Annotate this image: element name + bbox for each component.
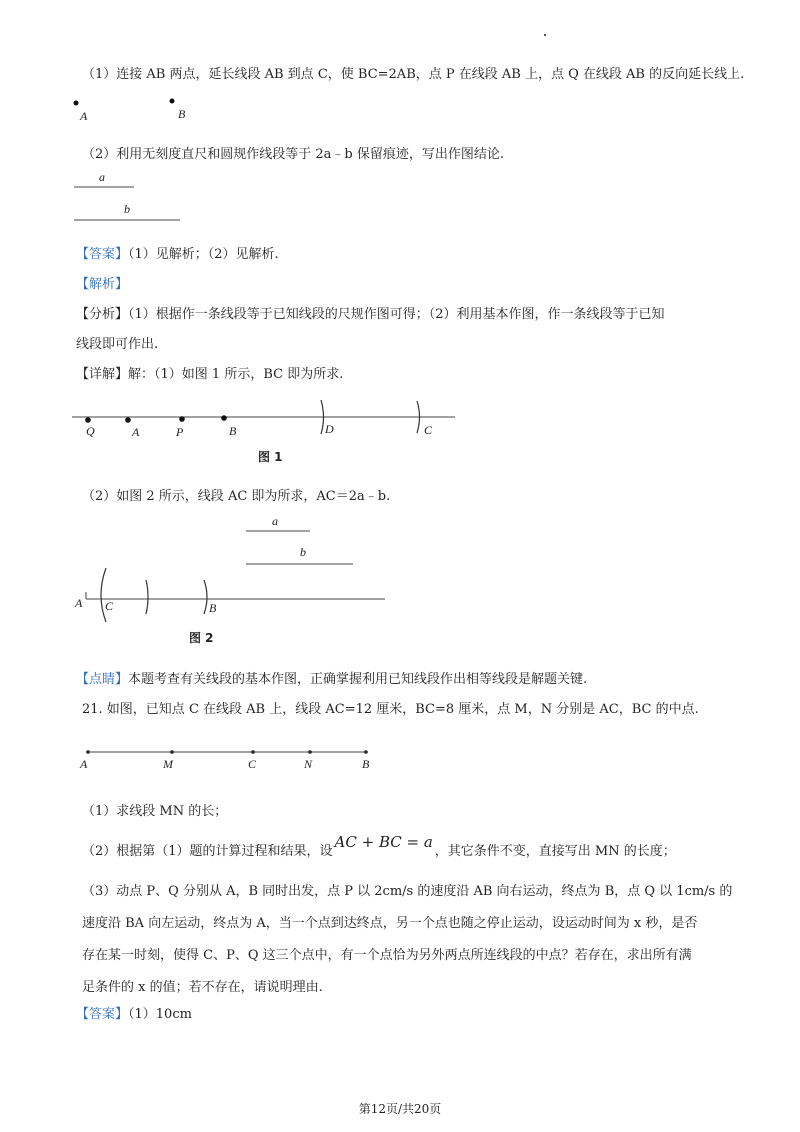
fig2-label-b: b — [300, 545, 306, 559]
point-a-label: A — [80, 109, 88, 123]
q21-stem: 21. 如图，已知点 C 在线段 AB 上，线段 AC=12 厘米，BC=8 厘米，点 M，N 分别是 AC，BC 的中点. — [82, 702, 699, 717]
q21-part3-3: 存在某一时刻，使得 C、P、Q 这三个点中，有一个点恰为另外两点所连线段的中点？若存在，求出所有满 — [82, 948, 692, 963]
fig1-label-d: D — [325, 422, 334, 436]
q21-answer — [76, 1003, 192, 1022]
q21-part1: （1）求线段 MN 的长； — [82, 804, 228, 819]
fenxi-text-1: （1）根据作一条线段等于已知线段的尺规作图可得；（2）利用基本作图，作一条线段等于已知 — [128, 307, 665, 322]
q21-part3-1: （3）动点 P、Q 分别从 A，B 同时出发，点 P 以 2cm/s 的速度沿 AB 向右运动，终点为 B，点 Q 以 1cm/s 的 — [82, 884, 733, 899]
q21-answer-tag: 【答案】 — [76, 1007, 129, 1022]
q21-part2-a: （2）根据第（1）题的计算过程和结果，设 — [82, 844, 333, 859]
fig1-label-p: P — [176, 425, 184, 439]
q21-formula: AC + BC = a — [334, 833, 433, 851]
q21-point-a — [86, 750, 90, 754]
fig1-label-c: C — [424, 423, 433, 437]
fig1-label-q: Q — [86, 424, 95, 438]
fig2-label-point-a: A — [75, 596, 83, 610]
segment-b-label: b — [124, 202, 130, 216]
answer-text: （1）见解析；（2）见解析. — [128, 247, 279, 262]
analysis-tag: 【解析】 — [76, 277, 129, 292]
q21-part3-2: 速度沿 BA 向左运动，终点为 A，当一个点到达终点，另一个点也随之停止运动，设运动时间为 x 秒，是否 — [82, 916, 698, 931]
point-tag: 【点睛】 — [76, 672, 129, 687]
segment-a-label: a — [99, 170, 105, 184]
q21-point-m — [170, 750, 174, 754]
fig2-label-a: a — [272, 514, 278, 528]
q21-point-c — [251, 750, 255, 754]
q20-part2: （2）利用无刻度直尺和圆规作线段等于 2a﹣b 保留痕迹，写出作图结论. — [82, 147, 505, 162]
q21-label-n: N — [304, 757, 313, 771]
q21-label-a: A — [80, 757, 88, 771]
answer-tag: 【答案】 — [76, 247, 129, 262]
q21-answer-text: （1）10cm — [128, 1007, 192, 1022]
fig1-label-b: B — [229, 424, 237, 438]
q21-point-n — [308, 750, 312, 754]
q21-label-m: M — [163, 757, 173, 771]
fenxi-tag: 【分析】 — [76, 307, 129, 322]
q21-part2 — [82, 833, 676, 859]
q20-detail-2: （2）如图 2 所示，线段 AC 即为所求，AC＝2a﹣b. — [82, 489, 391, 504]
q20-part1: （1）连接 AB 两点，延长线段 AB 到点 C，使 BC=2AB，点 P 在线段 AB 上，点 Q 在线段 AB 的反向延长线上. — [82, 67, 745, 82]
q21-part3-4: 足条件的 x 的值；若不存在，请说明理由. — [82, 980, 323, 995]
q21-label-b: B — [362, 757, 370, 771]
q21-point-b — [364, 750, 368, 754]
fig1-caption: 图 1 — [258, 450, 283, 464]
q21-part2-b: ，其它条件不变，直接写出 MN 的长度； — [434, 844, 676, 859]
q21-label-c: C — [248, 757, 257, 771]
page-footer: 第12页/共20页 — [358, 1102, 442, 1116]
fig1-label-a: A — [132, 425, 140, 439]
point-b-label: B — [178, 107, 186, 121]
point-text: 本题考查有关线段的基本作图，正确掌握利用已知线段作出相等线段是解题关键. — [128, 672, 588, 687]
fig2-caption: 图 2 — [189, 631, 214, 645]
detail-text-1: 解：（1）如图 1 所示，BC 即为所求. — [128, 367, 344, 382]
fig2-label-point-c: C — [105, 599, 114, 613]
detail-tag: 【详解】 — [76, 367, 129, 382]
fig2-label-point-b: B — [209, 601, 217, 615]
q20-fenxi-2: 线段即可作出. — [76, 337, 159, 352]
